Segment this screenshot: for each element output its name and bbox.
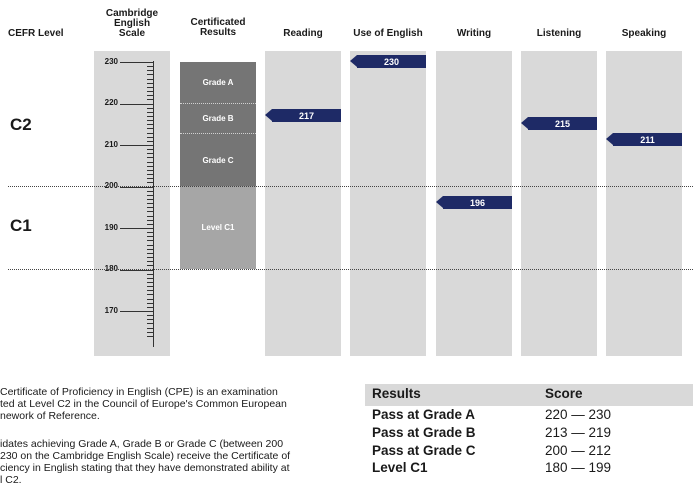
listening-score-marker bbox=[528, 117, 597, 130]
grades-line-2: 230 on the Cambridge English Scale) receive the Certificate of bbox=[0, 450, 291, 462]
intro-line-1: Certificate of Proficiency in English (CPE) is an examination bbox=[0, 386, 278, 398]
scale-label-220: 220 bbox=[104, 98, 118, 107]
scale-minor-tick bbox=[147, 157, 154, 158]
scale-major-tick bbox=[120, 311, 154, 312]
header-writing: Writing bbox=[456, 28, 492, 39]
header-speaking: Speaking bbox=[621, 28, 667, 39]
reading-score: 217 bbox=[298, 110, 315, 121]
header-listening: Listening bbox=[536, 28, 582, 39]
scale-minor-tick bbox=[147, 149, 154, 150]
scale-minor-tick bbox=[147, 336, 154, 337]
intro-line-3: nework of Reference. bbox=[0, 410, 100, 422]
grade-c-block bbox=[180, 134, 256, 186]
scale-minor-tick bbox=[147, 128, 154, 129]
reading-column bbox=[265, 51, 341, 356]
scale-minor-tick bbox=[147, 224, 154, 225]
use-of-english-score: 230 bbox=[383, 56, 400, 67]
scale-minor-tick bbox=[147, 315, 154, 316]
header-scale: Cambridge English Scale bbox=[105, 8, 159, 39]
scale-minor-tick bbox=[147, 203, 154, 204]
boundary-200-line bbox=[8, 186, 693, 187]
scale-minor-tick bbox=[147, 178, 154, 179]
result-row-label: Level C1 bbox=[372, 460, 428, 475]
result-row-score: 200 — 212 bbox=[545, 443, 612, 458]
scale-minor-tick bbox=[147, 166, 154, 167]
scale-minor-tick bbox=[147, 211, 154, 212]
scale-minor-tick bbox=[147, 66, 154, 67]
result-row-label: Pass at Grade C bbox=[372, 443, 476, 458]
writing-score: 196 bbox=[469, 197, 486, 208]
scale-minor-tick bbox=[147, 282, 154, 283]
scale-minor-tick bbox=[147, 174, 154, 175]
scale-minor-tick bbox=[147, 195, 154, 196]
scale-minor-tick bbox=[147, 323, 154, 324]
scale-minor-tick bbox=[147, 120, 154, 121]
scale-minor-tick bbox=[147, 182, 154, 183]
scale-minor-tick bbox=[147, 278, 154, 279]
scale-minor-tick bbox=[147, 137, 154, 138]
cefr-level-c2: C2 bbox=[10, 115, 32, 134]
scale-minor-tick bbox=[147, 116, 154, 117]
scale-minor-tick bbox=[147, 170, 154, 171]
scale-minor-tick bbox=[147, 303, 154, 304]
result-row-label: Pass at Grade A bbox=[372, 407, 476, 422]
scale-label-180: 180 bbox=[104, 264, 118, 273]
scale-major-tick bbox=[120, 62, 154, 63]
scale-minor-tick bbox=[147, 91, 154, 92]
scale-major-tick bbox=[120, 104, 154, 105]
scale-minor-tick bbox=[147, 79, 154, 80]
scale-minor-tick bbox=[147, 319, 154, 320]
result-row-score: 220 — 230 bbox=[545, 407, 612, 422]
result-row-label: Pass at Grade B bbox=[372, 425, 476, 440]
speaking-score: 211 bbox=[640, 134, 655, 145]
grade-a-block bbox=[180, 62, 256, 104]
scale-minor-tick bbox=[147, 207, 154, 208]
use-of-english-column bbox=[350, 51, 426, 356]
use-of-english-score-marker bbox=[357, 55, 426, 68]
scale-minor-tick bbox=[147, 216, 154, 217]
score-header-label: Score bbox=[545, 386, 583, 401]
header-reading: Reading bbox=[283, 28, 323, 39]
grades-line-3: ciency in English stating that they have demonstrated ability at bbox=[0, 462, 290, 474]
intro-line-2: ted at Level C2 in the Council of Europe's Common European bbox=[0, 398, 287, 410]
cefr-level-c1: C1 bbox=[10, 216, 32, 235]
scale-minor-tick bbox=[147, 124, 154, 125]
grade-b-label: Grade B bbox=[202, 114, 234, 123]
scale-minor-tick bbox=[147, 240, 154, 241]
grades-line-4: l C2. bbox=[0, 474, 22, 486]
scale-minor-tick bbox=[147, 245, 154, 246]
scale-minor-tick bbox=[147, 328, 154, 329]
reading-score-marker bbox=[272, 109, 341, 122]
level-c1-block bbox=[180, 186, 256, 269]
scale-label-170: 170 bbox=[104, 306, 118, 315]
scale-minor-tick bbox=[147, 220, 154, 221]
scale-minor-tick bbox=[147, 261, 154, 262]
scale-minor-tick bbox=[147, 265, 154, 266]
result-row-score: 180 — 199 bbox=[545, 460, 612, 475]
scale-label-190: 190 bbox=[104, 223, 118, 232]
speaking-column bbox=[606, 51, 682, 356]
scale-major-tick bbox=[120, 145, 154, 146]
scale-minor-tick bbox=[147, 294, 154, 295]
scale-minor-tick bbox=[147, 253, 154, 254]
level-c1-label: Level C1 bbox=[201, 223, 235, 232]
scale-minor-tick bbox=[147, 332, 154, 333]
scale-minor-tick bbox=[147, 307, 154, 308]
grade-a-label: Grade A bbox=[202, 78, 234, 87]
scale-minor-tick bbox=[147, 87, 154, 88]
scale-label-200: 200 bbox=[104, 181, 118, 190]
scale-minor-tick bbox=[147, 199, 154, 200]
scale-label-210: 210 bbox=[104, 140, 118, 149]
scale-minor-tick bbox=[147, 232, 154, 233]
writing-score-marker bbox=[443, 196, 512, 209]
header-use-of-english: Use of English bbox=[353, 28, 423, 39]
scale-minor-tick bbox=[147, 133, 154, 134]
grade-b-block bbox=[180, 104, 256, 134]
scale-minor-tick bbox=[147, 99, 154, 100]
scale-minor-tick bbox=[147, 83, 154, 84]
boundary-180-line bbox=[8, 269, 693, 270]
scale-minor-tick bbox=[147, 236, 154, 237]
scale-minor-tick bbox=[147, 70, 154, 71]
scale-minor-tick bbox=[147, 286, 154, 287]
scale-label-230: 230 bbox=[104, 57, 118, 66]
scale-minor-tick bbox=[147, 108, 154, 109]
scale-minor-tick bbox=[147, 274, 154, 275]
speaking-score-marker bbox=[613, 133, 682, 146]
results-header-label: Results bbox=[372, 386, 421, 401]
scale-minor-tick bbox=[147, 112, 154, 113]
scale-major-tick bbox=[120, 228, 154, 229]
listening-score: 215 bbox=[554, 118, 571, 129]
listening-column bbox=[521, 51, 597, 356]
scale-minor-tick bbox=[147, 74, 154, 75]
scale-minor-tick bbox=[147, 141, 154, 142]
scale-minor-tick bbox=[147, 191, 154, 192]
result-row-score: 213 — 219 bbox=[545, 425, 612, 440]
scale-minor-tick bbox=[147, 299, 154, 300]
scale-minor-tick bbox=[147, 290, 154, 291]
header-certificated-results: Certificated Results bbox=[190, 17, 246, 38]
scale-minor-tick bbox=[147, 249, 154, 250]
grade-c-label: Grade C bbox=[202, 155, 234, 165]
scale-minor-tick bbox=[147, 153, 154, 154]
scale-minor-tick bbox=[147, 257, 154, 258]
grades-line-1: idates achieving Grade A, Grade B or Grade C (between 200 bbox=[0, 438, 284, 450]
scale-minor-tick bbox=[147, 95, 154, 96]
scale-minor-tick bbox=[147, 162, 154, 163]
header-cefr-level: CEFR Level bbox=[8, 28, 64, 39]
